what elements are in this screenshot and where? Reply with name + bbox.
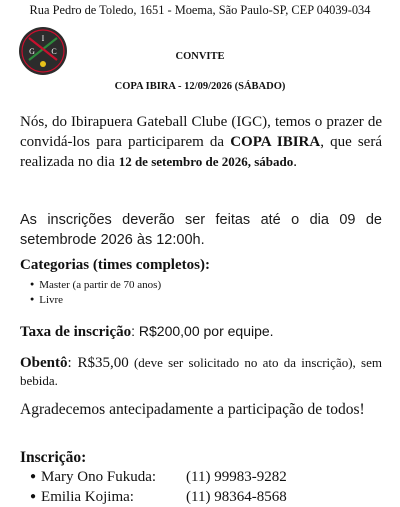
obento-note: (deve ser solicitado no ato da inscrição), sem bebida.: [20, 355, 382, 388]
obento-label: Obentô: [20, 355, 68, 371]
event-name: COPA IBIRA: [230, 134, 321, 150]
p1-text-end: .: [293, 154, 297, 170]
thanks-message: Agradecemos antecipadamente a participação de todos!: [20, 401, 365, 418]
contact-name: Emilia Kojima:: [41, 489, 134, 505]
registration-deadline: As inscrições deverão ser feitas até o dia 09 de setembrode 2026 às 12:00h.: [20, 212, 382, 248]
contact-item: [30, 487, 287, 507]
club-address: Rua Pedro de Toledo, 1651 - Moema, São Paulo-SP, CEP 04039-034: [29, 3, 371, 17]
fee-label: Taxa de inscrição: [20, 324, 132, 340]
invite-title: CONVITE: [175, 51, 225, 62]
contact-item: [30, 467, 287, 487]
contact-name: Mary Ono Fukuda:: [41, 469, 157, 485]
event-date: 12 de setembro de 2026, sábado: [118, 154, 294, 169]
category-item: ● Livre: [30, 292, 161, 307]
obento-value: : R$35,00: [67, 355, 129, 371]
obento-line: [20, 354, 382, 390]
p1-text-2: , que será realizada no dia: [20, 134, 382, 170]
categories-list: [30, 277, 161, 307]
fee-value: : R$200,00 por equipe.: [131, 323, 274, 339]
logo-letter-i: I: [41, 34, 45, 43]
invite-subtitle: COPA IBIRA - 12/09/2026 (SÁBADO): [114, 81, 286, 92]
contact-phone[interactable]: (11) 99983-9282: [186, 469, 287, 485]
registration-heading: Inscrição:: [20, 449, 87, 466]
contact-phone[interactable]: (11) 98364-8568: [186, 489, 287, 505]
invite-paragraph: [20, 112, 382, 172]
contacts-list: [30, 467, 287, 507]
fee-line: [20, 323, 274, 341]
logo-letter-g: G: [29, 47, 35, 56]
logo-letter-c: C: [51, 47, 57, 56]
categories-heading: Categorias (times completos):: [20, 257, 210, 273]
category-item: ● Master (a partir de 70 anos): [30, 277, 161, 292]
p1-text-1: Nós, do Ibirapuera Gateball Clube (IGC), temos o prazer de convidá-los para participarem da: [20, 114, 382, 150]
